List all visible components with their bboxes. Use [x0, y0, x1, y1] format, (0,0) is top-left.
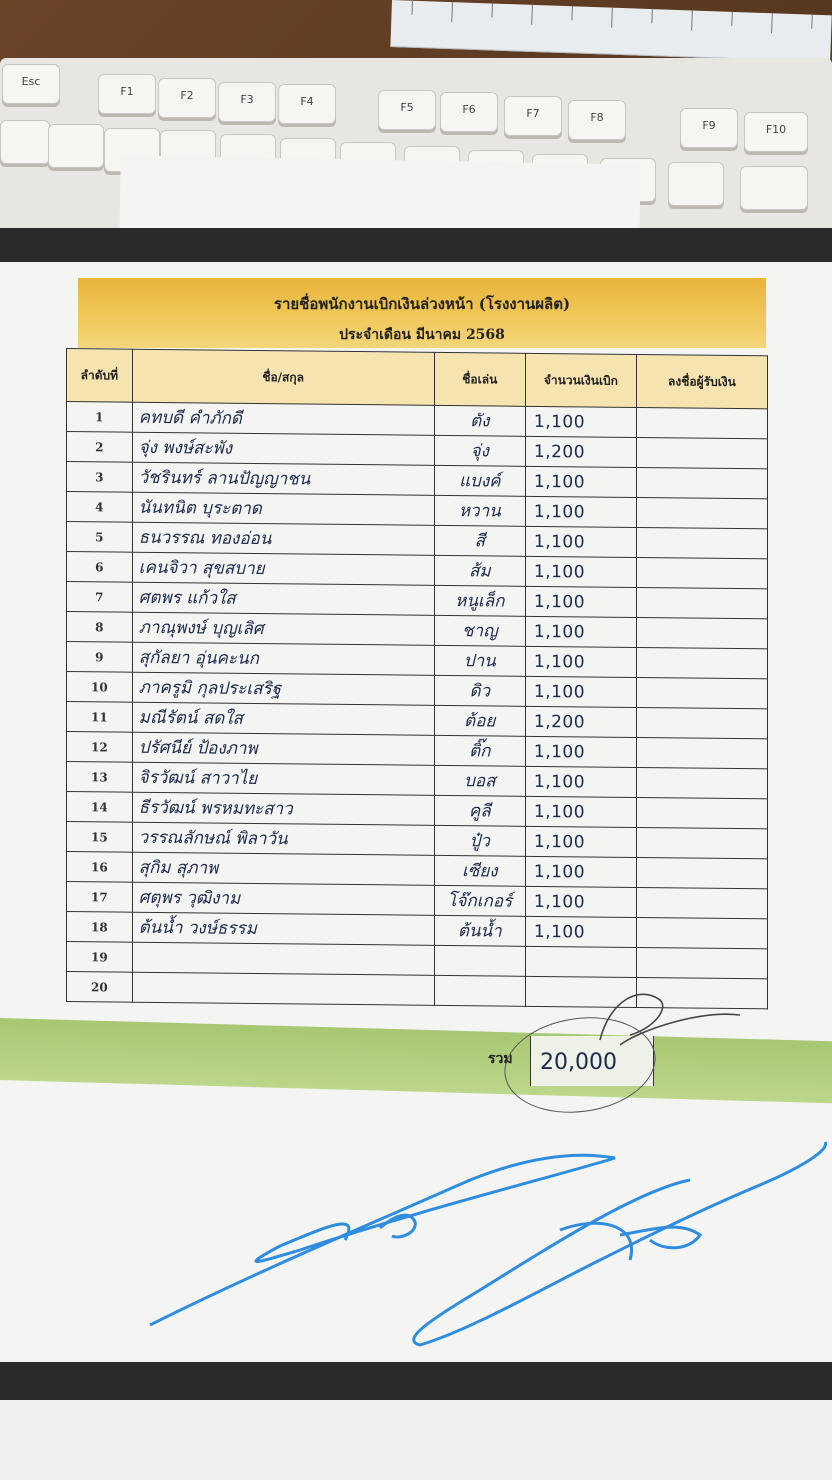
employee-nickname: แบงค์ [459, 471, 501, 492]
employee-nickname: ดิว [469, 681, 491, 702]
column-header-nickname: ชื่อเล่น [434, 352, 525, 406]
advance-amount: 1,100 [533, 471, 586, 492]
employee-name: ภาณุพงษ์ บุญเลิศ [138, 617, 264, 640]
row-number: 8 [67, 612, 133, 643]
advance-amount: 1,100 [533, 651, 586, 672]
employee-nickname: หนูเล็ก [455, 591, 505, 612]
employee-nickname: โจ๊กเกอร์ [447, 890, 513, 912]
row-number: 5 [67, 522, 133, 553]
employee-nickname: จุ่ง [470, 441, 489, 462]
employee-name: ปรัศนีย์ ป้องภาพ [138, 737, 258, 760]
row-number: 9 [67, 642, 133, 673]
row-number: 18 [67, 912, 133, 943]
employee-nickname: ปาน [463, 651, 496, 672]
row-number: 14 [67, 792, 133, 823]
advance-amount: 1,100 [533, 621, 586, 642]
key-f5[interactable]: F5 [378, 90, 436, 130]
employee-name: ภาครูมิ กุลประเสริฐ [138, 677, 281, 700]
total-value: 20,000 [540, 1050, 617, 1075]
employee-name: คทบดี คำภักดี [138, 407, 242, 429]
employee-nickname: ต้อย [464, 711, 496, 732]
advance-amount: 1,100 [533, 561, 586, 582]
employee-nickname: ส้ม [468, 561, 491, 582]
employee-name: ธีรวัฒน์ พรหมทะสาว [138, 797, 293, 820]
employee-name: มณีรัตน์ สดใส [138, 707, 243, 729]
advance-amount: 1,100 [533, 771, 586, 792]
employee-nickname: ปู๋ว [469, 831, 490, 852]
employee-name: สุกิม สุภาพ [138, 857, 219, 879]
employee-nickname: ชาญ [462, 621, 498, 642]
row-number: 7 [67, 582, 133, 613]
advance-amount: 1,100 [533, 801, 586, 822]
advance-amount: 1,200 [533, 711, 586, 732]
advance-amount: 1,100 [533, 921, 586, 942]
key-esc[interactable]: Esc [2, 64, 60, 104]
employee-name: จุ่ง พงษ์สะพัง [138, 437, 233, 459]
row-number: 2 [67, 432, 133, 463]
employee-nickname: คูลี [468, 801, 491, 822]
advance-amount: 1,100 [533, 411, 586, 432]
employee-name: ศตพร แก้วใส [138, 587, 236, 609]
column-header-signature: ลงชื่อผู้รับเงิน [636, 354, 767, 408]
employee-name: จิรวัฒน์ สาวาไย [138, 767, 258, 790]
row-number: 4 [67, 492, 133, 523]
column-header-name: ชื่อ/สกุล [132, 349, 434, 405]
key-f10[interactable]: F10 [744, 112, 808, 152]
column-header-amount: จำนวนเงินเบิก [525, 353, 636, 407]
employee-name: ศตุพร วุฒิงาม [138, 887, 241, 909]
row-number: 15 [67, 822, 133, 853]
advance-amount: 1,100 [533, 531, 586, 552]
advance-amount: 1,100 [533, 681, 586, 702]
signature-ink [414, 1142, 826, 1345]
approval-initials [600, 994, 740, 1045]
employee-name: ธนวรรณ ทองอ่อน [138, 527, 272, 550]
row-number: 1 [67, 402, 133, 433]
employee-nickname: บอส [464, 771, 496, 792]
employee-name: วัชรินทร์ ลานปัญญาชน [138, 467, 311, 490]
column-header-no: ลำดับที่ [67, 349, 133, 403]
employee-name: เคนจิวา สุขสบาย [138, 557, 265, 580]
employee-nickname: สี [474, 531, 485, 552]
advance-amount: 1,100 [533, 741, 586, 762]
key-f4[interactable]: F4 [278, 84, 336, 124]
row-number: 11 [67, 702, 133, 733]
employee-name: นันทนิต บุระตาด [138, 497, 262, 520]
row-number: 20 [67, 972, 133, 1003]
key-f8[interactable]: F8 [568, 100, 626, 140]
signature-ink [150, 1155, 615, 1325]
row-number: 19 [67, 942, 133, 973]
row-number: 3 [67, 462, 133, 493]
key-f7[interactable]: F7 [504, 96, 562, 136]
advance-amount: 1,100 [533, 861, 586, 882]
key-f2[interactable]: F2 [158, 78, 216, 118]
employee-name: สุกัลยา อุ่นคะนก [138, 647, 259, 670]
row-number: 6 [67, 552, 133, 583]
employee-name: ต้นน้ำ วงษ์ธรรม [138, 917, 257, 939]
row-number: 17 [67, 882, 133, 913]
advance-amount: 1,200 [533, 441, 586, 462]
key-f9[interactable]: F9 [680, 108, 738, 148]
row-number: 13 [67, 762, 133, 793]
employee-nickname: หวาน [458, 501, 501, 522]
document-title: รายชื่อพนักงานเบิกเงินล่วงหน้า (โรงงานผลิต) [273, 295, 571, 313]
advance-amount: 1,100 [533, 891, 586, 912]
employee-nickname: ตัง [470, 411, 490, 432]
advance-amount: 1,100 [533, 591, 586, 612]
key-f6[interactable]: F6 [440, 92, 498, 132]
employee-nickname: เซียง [461, 861, 498, 882]
total-label: รวม [488, 1051, 513, 1067]
row-number: 10 [67, 672, 133, 703]
document-subtitle: ประจำเดือน มีนาคม 2568 [339, 327, 505, 343]
employee-nickname: ติ๊ก [469, 741, 491, 762]
row-number: 12 [67, 732, 133, 763]
advance-amount: 1,100 [533, 501, 586, 522]
key-f1[interactable]: F1 [98, 74, 156, 114]
paper-below [0, 1400, 832, 1480]
row-number: 16 [67, 852, 133, 883]
advance-amount: 1,100 [533, 831, 586, 852]
key-f3[interactable]: F3 [218, 82, 276, 122]
employee-name: วรรณลักษณ์ พิลาวัน [138, 827, 288, 850]
employee-nickname: ต้นน้ำ [457, 921, 502, 942]
